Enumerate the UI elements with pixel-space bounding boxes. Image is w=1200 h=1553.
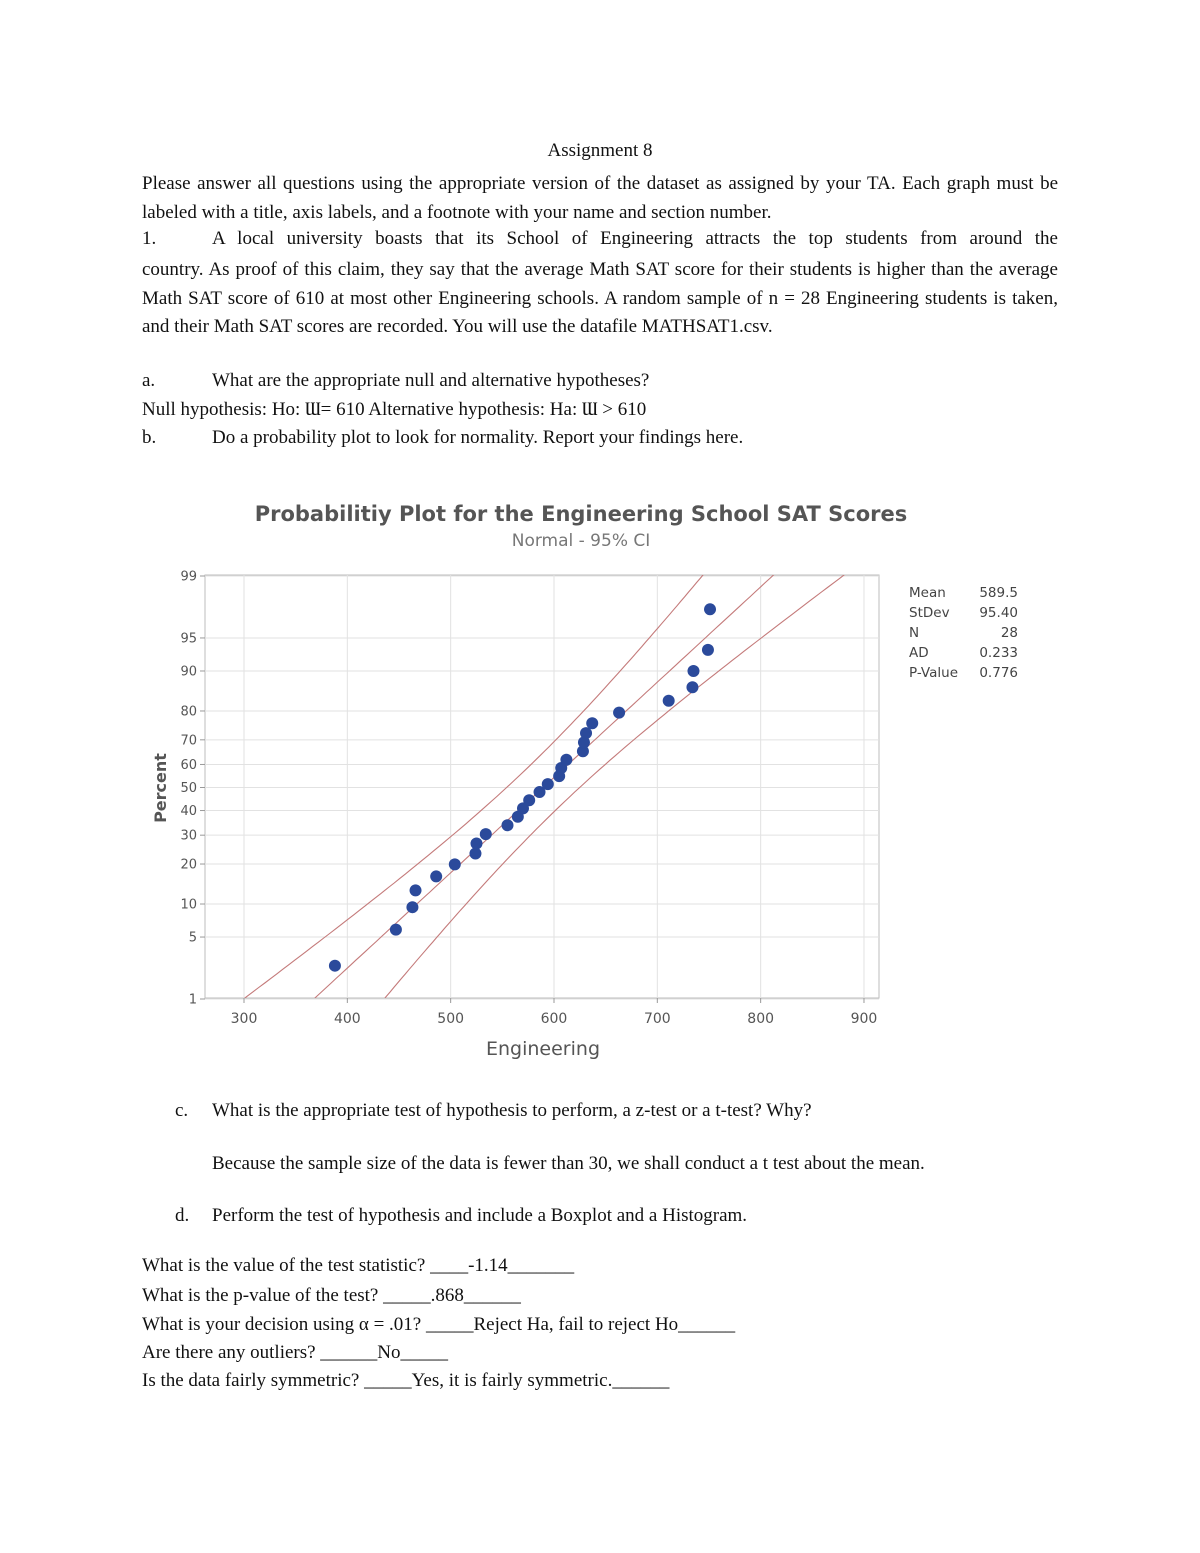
qa-question: What are the appropriate null and alternative hypotheses? — [212, 370, 650, 391]
data-point — [663, 695, 675, 707]
answer-test-statistic: What is the value of the test statistic? ____-1.14_______ — [142, 1255, 575, 1276]
qc-label: c. — [175, 1100, 189, 1121]
q1-first-line: A local university boasts that its School of Engineering attracts the top students from around the — [212, 228, 1058, 249]
y-tick-label: 99 — [180, 569, 197, 585]
data-point — [410, 884, 422, 896]
answer-outliers: Are there any outliers? ______No_____ — [142, 1342, 449, 1363]
qa-answer: Null hypothesis: Ho: Ɯ= 610 Alternative hypothesis: Ha: Ɯ > 610 — [142, 399, 647, 420]
stat-value: 95.40 — [979, 605, 1018, 621]
qc-question: What is the appropriate test of hypothesis to perform, a z-test or a t-test? Why? — [212, 1100, 812, 1121]
y-tick-label: 1 — [188, 992, 197, 1008]
chart-title: Probabilitiy Plot for the Engineering School SAT Scores — [254, 502, 908, 526]
data-point — [686, 681, 698, 693]
data-point — [406, 901, 418, 913]
answer-decision: What is your decision using α = .01? _____Reject Ha, fail to reject Ho______ — [142, 1314, 736, 1335]
data-point — [470, 837, 482, 849]
x-tick-label: 900 — [850, 1011, 878, 1027]
qd-label: d. — [175, 1205, 190, 1226]
q1-number: 1. — [142, 228, 157, 249]
qb-label: b. — [142, 427, 157, 448]
data-point — [580, 727, 592, 739]
y-ticks — [180, 569, 205, 1007]
x-tick-label: 800 — [747, 1011, 775, 1027]
stat-value: 0.776 — [979, 665, 1018, 681]
x-tick-label: 400 — [333, 1011, 361, 1027]
stat-label: N — [909, 625, 920, 641]
data-point — [613, 707, 625, 719]
data-point — [430, 870, 442, 882]
q1-paragraph: country. As proof of this claim, they say that the average Math SAT score for their students is higher than the average Math SAT score of 610 at most other Engineering schools. A random sample of n = 28 Engineering students is taken, and their Math SAT scores are recorded. You will use the datafile MATHSAT1.csv. — [142, 259, 1058, 337]
answer-symmetry: Is the data fairly symmetric? _____Yes, it is fairly symmetric.______ — [142, 1370, 670, 1391]
assignment-title: Assignment 8 — [547, 140, 653, 161]
data-point — [586, 717, 598, 729]
x-tick-label: 500 — [437, 1011, 465, 1027]
y-tick-label: 20 — [180, 857, 197, 873]
data-point — [501, 819, 513, 831]
stats-table — [909, 585, 1018, 681]
y-tick-label: 50 — [180, 781, 197, 796]
data-point — [542, 778, 554, 790]
stat-value: 0.233 — [979, 645, 1018, 661]
stat-value: 28 — [1000, 625, 1018, 641]
data-point — [329, 960, 341, 972]
x-tick-label: 600 — [540, 1011, 568, 1027]
x-axis-label: Engineering — [486, 1038, 600, 1060]
x-tick-label: 700 — [643, 1011, 671, 1027]
y-tick-label: 30 — [180, 828, 197, 844]
x-ticks — [231, 998, 878, 1027]
intro-paragraph: Please answer all questions using the appropriate version of the dataset as assigned by your TA. Each graph must be labeled with a title, axis labels, and a footnote with your name and section number. — [142, 173, 1058, 223]
data-point — [523, 794, 535, 806]
chart-subtitle: Normal - 95% CI — [511, 531, 651, 551]
data-point — [704, 603, 716, 615]
y-tick-label: 80 — [180, 704, 197, 720]
qc-answer: Because the sample size of the data is fewer than 30, we shall conduct a t test about the mean. — [212, 1153, 925, 1174]
data-point — [480, 828, 492, 840]
data-point — [702, 644, 714, 656]
y-tick-label: 70 — [180, 733, 197, 749]
answer-p-value: What is the p-value of the test? _____.868______ — [142, 1285, 521, 1306]
x-tick-label: 300 — [230, 1011, 258, 1027]
y-axis-label: Percent — [151, 753, 170, 823]
stat-value: 589.5 — [979, 585, 1018, 601]
probability-plot — [0, 480, 1200, 1080]
stat-label: AD — [909, 645, 929, 661]
y-tick-label: 95 — [180, 631, 197, 647]
qa-label: a. — [142, 370, 156, 391]
stat-label: P-Value — [909, 665, 958, 681]
data-point — [560, 754, 572, 766]
stat-label: Mean — [909, 585, 946, 601]
qb-question: Do a probability plot to look for normality. Report your findings here. — [212, 427, 744, 448]
y-tick-label: 90 — [180, 664, 197, 680]
y-tick-label: 5 — [188, 930, 197, 946]
stat-label: StDev — [909, 605, 950, 621]
data-point — [449, 858, 461, 870]
data-point — [390, 924, 402, 936]
qd-question: Perform the test of hypothesis and include a Boxplot and a Histogram. — [212, 1205, 748, 1226]
y-tick-label: 10 — [180, 897, 197, 913]
y-tick-label: 40 — [180, 804, 197, 820]
data-point — [687, 665, 699, 677]
y-tick-label: 60 — [180, 757, 197, 773]
